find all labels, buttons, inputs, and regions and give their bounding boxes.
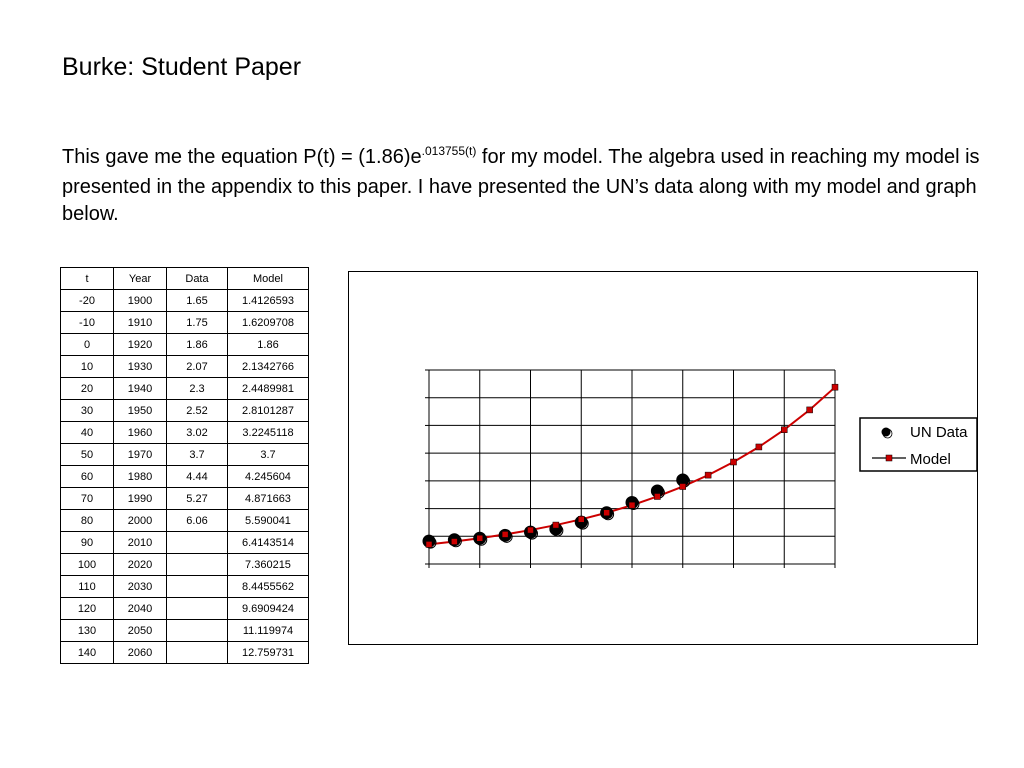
cell-year: 1910 [114, 312, 167, 334]
cell-data: 3.7 [167, 444, 228, 466]
cell-t: 130 [61, 620, 114, 642]
table-row [61, 400, 309, 422]
cell-t: 50 [61, 444, 114, 466]
table-row [61, 444, 309, 466]
cell-model: 6.4143514 [228, 532, 309, 554]
cell-year: 1930 [114, 356, 167, 378]
paragraph-text-end: for my model. The algebra used in reaching my model is presented in the appendix to this paper. I have presented the UN’s data along with my model and graph below. [62, 146, 980, 225]
cell-model: 3.7 [228, 444, 309, 466]
cell-model: 4.871663 [228, 488, 309, 510]
cell-model: 2.4489981 [228, 378, 309, 400]
column-header-data: Data [167, 268, 228, 290]
cell-t: 30 [61, 400, 114, 422]
cell-data: 5.27 [167, 488, 228, 510]
table-row [61, 576, 309, 598]
table-row [61, 510, 309, 532]
cell-model: 1.86 [228, 334, 309, 356]
chart-frame [348, 271, 978, 645]
cell-data: 6.06 [167, 510, 228, 532]
cell-t: 20 [61, 378, 114, 400]
model-data-point [680, 484, 686, 490]
cell-data: 4.44 [167, 466, 228, 488]
model-data-point [604, 510, 610, 516]
cell-data: 3.02 [167, 422, 228, 444]
cell-model: 8.4455562 [228, 576, 309, 598]
cell-year: 1980 [114, 466, 167, 488]
table-row [61, 312, 309, 334]
intro-paragraph [62, 144, 982, 229]
table-row [61, 422, 309, 444]
cell-t: 0 [61, 334, 114, 356]
model-data-point [705, 472, 711, 478]
cell-data: 2.52 [167, 400, 228, 422]
model-data-point [629, 502, 635, 508]
cell-model: 5.590041 [228, 510, 309, 532]
legend-model-marker [886, 455, 892, 461]
table-header-row [61, 268, 309, 290]
table-row [61, 290, 309, 312]
cell-year: 2040 [114, 598, 167, 620]
cell-data [167, 554, 228, 576]
model-data-point [553, 522, 559, 528]
cell-model: 1.4126593 [228, 290, 309, 312]
model-data-point [654, 493, 660, 499]
model-data-point [832, 384, 838, 390]
cell-year: 2030 [114, 576, 167, 598]
cell-t: -10 [61, 312, 114, 334]
table-row [61, 620, 309, 642]
cell-t: 70 [61, 488, 114, 510]
table-row [61, 642, 309, 664]
cell-year: 1970 [114, 444, 167, 466]
cell-data: 1.86 [167, 334, 228, 356]
cell-year: 2010 [114, 532, 167, 554]
model-data-point [528, 527, 534, 533]
cell-data [167, 532, 228, 554]
legend-label-un-data: UN Data [910, 424, 968, 441]
page-title: Burke: Student Paper [62, 53, 302, 81]
cell-model: 11.119974 [228, 620, 309, 642]
cell-t: 140 [61, 642, 114, 664]
model-data-point [426, 541, 432, 547]
cell-model: 2.8101287 [228, 400, 309, 422]
model-data-point [781, 427, 787, 433]
model-data-point [731, 459, 737, 465]
data-table [60, 267, 309, 664]
model-data-point [451, 539, 457, 545]
cell-t: -20 [61, 290, 114, 312]
cell-year: 1950 [114, 400, 167, 422]
model-data-point [756, 444, 762, 450]
cell-data: 1.75 [167, 312, 228, 334]
cell-t: 10 [61, 356, 114, 378]
cell-data [167, 620, 228, 642]
cell-year: 1960 [114, 422, 167, 444]
cell-t: 80 [61, 510, 114, 532]
column-header-model: Model [228, 268, 309, 290]
model-data-point [807, 407, 813, 413]
cell-data [167, 576, 228, 598]
cell-model: 1.6209708 [228, 312, 309, 334]
cell-model: 9.6909424 [228, 598, 309, 620]
cell-year: 2020 [114, 554, 167, 576]
cell-year: 1990 [114, 488, 167, 510]
table-row [61, 532, 309, 554]
column-header-t: t [61, 268, 114, 290]
cell-year: 1920 [114, 334, 167, 356]
table-body [61, 290, 309, 664]
table-row [61, 554, 309, 576]
cell-model: 4.245604 [228, 466, 309, 488]
cell-year: 2050 [114, 620, 167, 642]
cell-data [167, 598, 228, 620]
table-row [61, 378, 309, 400]
cell-data [167, 642, 228, 664]
cell-t: 120 [61, 598, 114, 620]
cell-t: 60 [61, 466, 114, 488]
table-row [61, 598, 309, 620]
cell-year: 2000 [114, 510, 167, 532]
model-data-point [502, 531, 508, 537]
cell-data: 1.65 [167, 290, 228, 312]
cell-data: 2.07 [167, 356, 228, 378]
table-row [61, 488, 309, 510]
cell-model: 2.1342766 [228, 356, 309, 378]
model-data-point [477, 535, 483, 541]
chart-plot [349, 272, 979, 646]
cell-year: 2060 [114, 642, 167, 664]
paragraph-text-start: This gave me the equation P(t) = (1.86)e [62, 146, 422, 168]
exponent-text: .013755(t) [421, 144, 477, 158]
table-row [61, 334, 309, 356]
cell-model: 12.759731 [228, 642, 309, 664]
cell-t: 90 [61, 532, 114, 554]
column-header-year: Year [114, 268, 167, 290]
cell-model: 3.2245118 [228, 422, 309, 444]
cell-t: 110 [61, 576, 114, 598]
legend-label-model: Model [910, 451, 951, 468]
cell-model: 7.360215 [228, 554, 309, 576]
cell-data: 2.3 [167, 378, 228, 400]
cell-year: 1900 [114, 290, 167, 312]
table-row [61, 466, 309, 488]
cell-t: 100 [61, 554, 114, 576]
cell-year: 1940 [114, 378, 167, 400]
cell-t: 40 [61, 422, 114, 444]
model-data-point [578, 516, 584, 522]
table-row [61, 356, 309, 378]
